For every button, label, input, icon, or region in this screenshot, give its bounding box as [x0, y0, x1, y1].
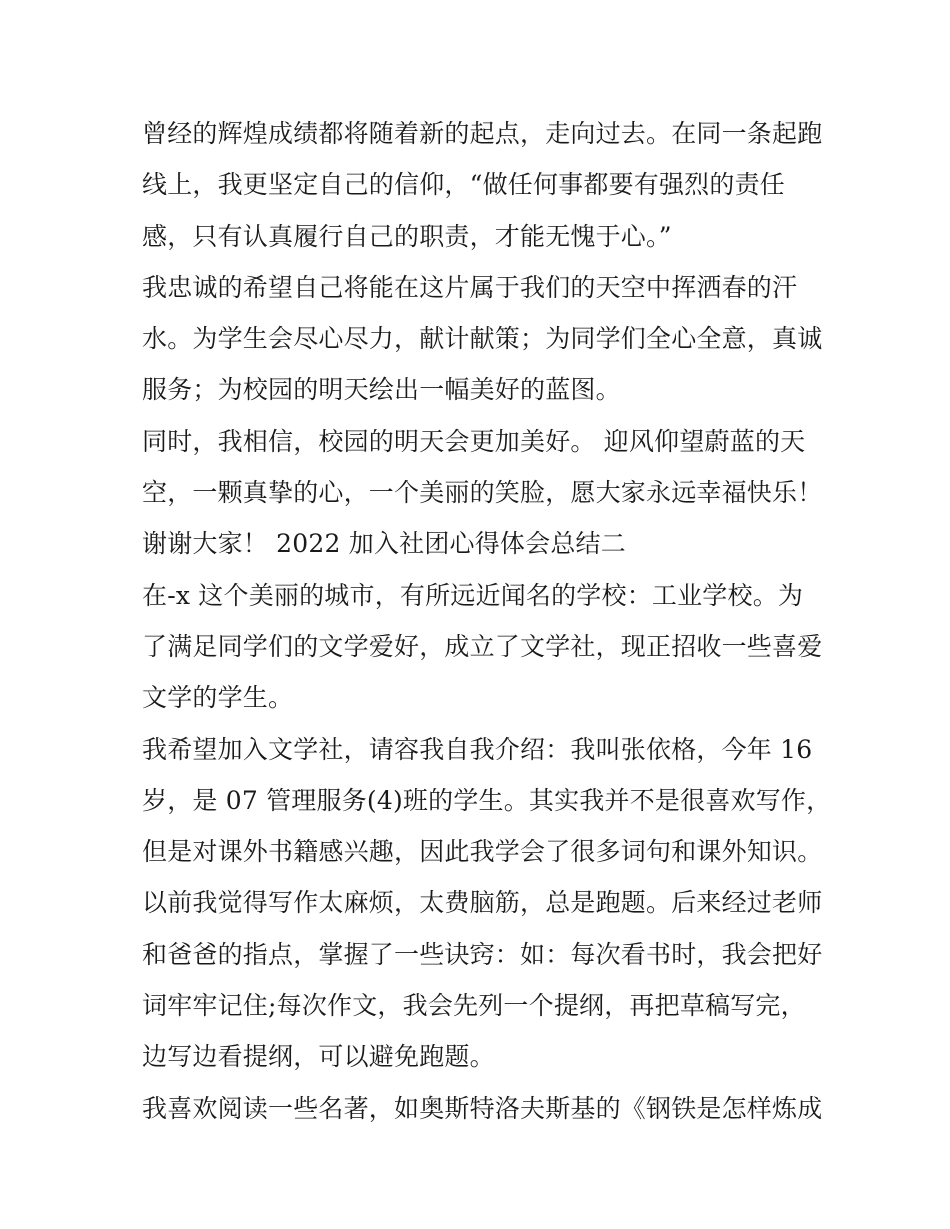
text-line: 线上，我更坚定自己的信仰，“做任何事都要有强烈的责任 — [142, 170, 785, 200]
text-line: 服务；为校园的明天绘出一幅美好的蓝图。 — [142, 375, 621, 405]
text-line: 曾经的辉煌成绩都将随着新的起点，走向过去。在同一条起跑 — [142, 119, 823, 148]
text-line: 感，只有认真履行自己的职责，才能无愧于心。” — [142, 221, 672, 251]
text-line: 我希望加入文学社，请容我自我介绍：我叫张依格，今年 16 — [142, 734, 813, 764]
text-line: 我喜欢阅读一些名著，如奥斯特洛夫斯基的《钢铁是怎样炼成 — [142, 1093, 823, 1123]
section-heading-line: 谢谢大家！ 2022 加入社团心得体会总结二 — [142, 529, 626, 559]
text-line: 岁，是 07 管理服务(4)班的学生。其实我并不是很喜欢写作， — [142, 785, 832, 815]
text-line: 以前我觉得写作太麻烦，太费脑筋，总是跑题。后来经过老师 — [142, 888, 823, 918]
text-line: 文学的学生。 — [142, 683, 294, 713]
document-body — [142, 108, 832, 1134]
text-line: 我忠诚的希望自己将能在这片属于我们的天空中挥洒春的汗 — [142, 272, 798, 302]
text-line: 水。为学生会尽心尽力，献计献策；为同学们全心全意，真诚 — [142, 324, 823, 354]
text-line: 但是对课外书籍感兴趣，因此我学会了很多词句和课外知识。 — [142, 837, 823, 867]
text-line: 边写边看提纲，可以避免跑题。 — [142, 1042, 495, 1072]
text-line: 和爸爸的指点，掌握了一些诀窍：如：每次看书时，我会把好 — [142, 939, 823, 969]
text-line: 在-x 这个美丽的城市，有所远近闻名的学校：工业学校。为 — [142, 580, 804, 610]
text-line: 了满足同学们的文学爱好，成立了文学社，现正招收一些喜爱 — [142, 631, 823, 661]
text-line: 同时，我相信，校园的明天会更加美好。 迎风仰望蔚蓝的天 — [142, 426, 806, 456]
text-line: 空，一颗真挚的心，一个美丽的笑脸，愿大家永远幸福快乐！ — [142, 478, 823, 508]
text-line: 词牢牢记住;每次作文，我会先列一个提纲，再把草稿写完， — [142, 991, 806, 1021]
